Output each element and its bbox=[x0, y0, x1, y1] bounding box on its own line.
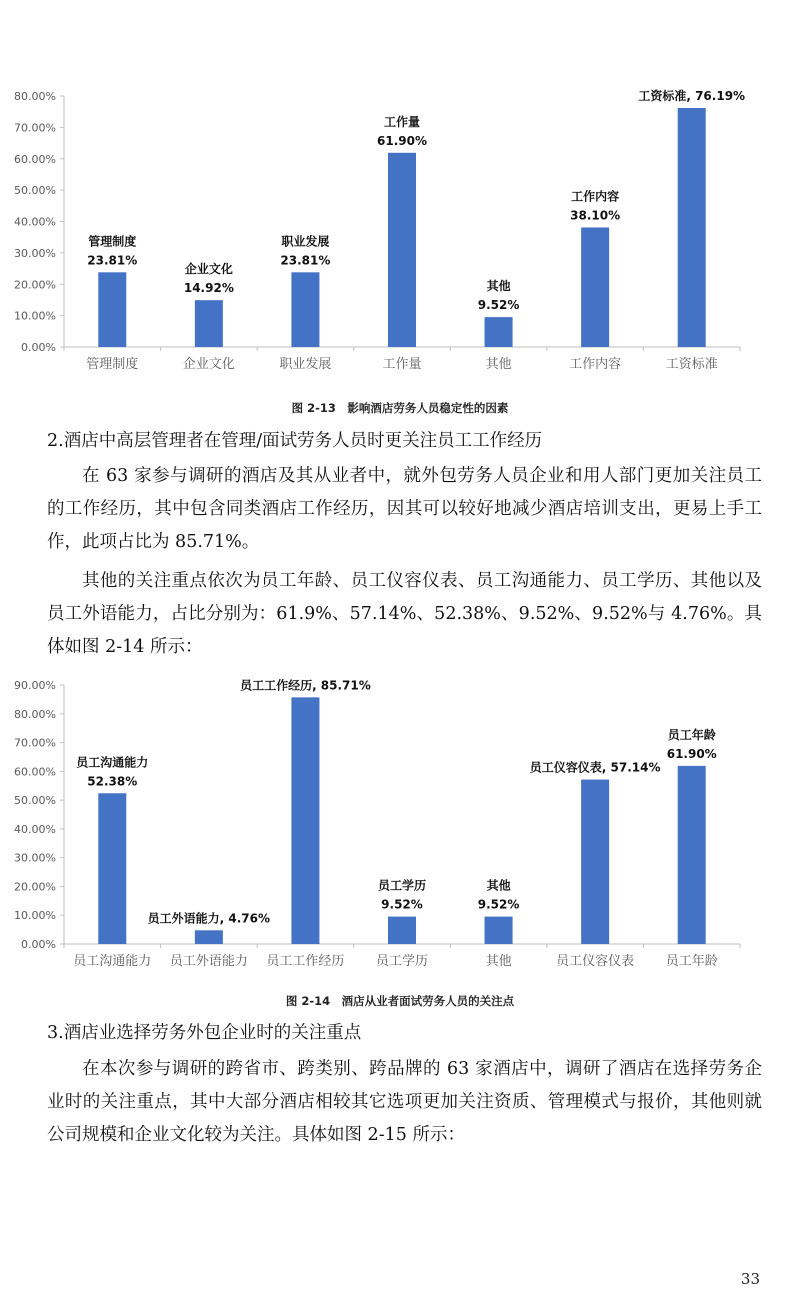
data-label: 52.38% bbox=[87, 774, 138, 789]
category-label: 员工工作经历 bbox=[266, 954, 345, 969]
y-tick-label: 90.00% bbox=[14, 679, 56, 692]
bar-4 bbox=[388, 153, 416, 347]
y-tick-label: 0.00% bbox=[21, 341, 56, 354]
category-label: 工作量 bbox=[382, 357, 422, 372]
data-label: 9.52% bbox=[477, 298, 520, 313]
y-tick-label: 50.00% bbox=[14, 184, 56, 198]
category-label: 职业发展 bbox=[279, 357, 332, 372]
data-label: 工资标准, 76.19% bbox=[638, 88, 746, 103]
y-tick-label: 60.00% bbox=[14, 765, 56, 779]
section-heading-2: 2.酒店中高层管理者在管理/面试劳务人员时更关注员工工作经历 bbox=[47, 431, 543, 451]
y-tick-label: 50.00% bbox=[14, 794, 56, 808]
data-label: 工作量 bbox=[383, 114, 421, 129]
category-label: 员工学历 bbox=[375, 954, 429, 969]
chart-2-caption: 图 2-14 酒店从业者面试劳务人员的关注点 bbox=[285, 994, 515, 1008]
y-tick-label: 70.00% bbox=[14, 736, 56, 750]
data-label: 工作内容 bbox=[571, 189, 620, 204]
category-label: 企业文化 bbox=[182, 357, 235, 372]
data-label: 61.90% bbox=[666, 746, 717, 761]
category-label: 管理制度 bbox=[86, 357, 139, 372]
chart-stability-factors bbox=[0, 0, 800, 390]
y-tick-label: 40.00% bbox=[14, 822, 56, 836]
data-label: 9.52% bbox=[477, 897, 520, 912]
y-tick-label: 70.00% bbox=[14, 121, 56, 135]
y-tick-label: 30.00% bbox=[14, 851, 56, 865]
category-label: 工资标准 bbox=[665, 357, 718, 372]
data-label: 14.92% bbox=[183, 281, 234, 296]
chart-interview-focus bbox=[0, 668, 800, 988]
y-tick-label: 40.00% bbox=[14, 215, 56, 229]
category-label: 员工仪容仪表 bbox=[556, 954, 635, 969]
y-tick-label: 10.00% bbox=[14, 909, 56, 923]
category-label: 员工年龄 bbox=[665, 954, 718, 969]
bar-7 bbox=[678, 108, 706, 347]
bar-5 bbox=[485, 317, 513, 347]
bar-2 bbox=[195, 930, 223, 944]
y-tick-label: 10.00% bbox=[14, 309, 56, 323]
data-label: 23.81% bbox=[280, 253, 331, 268]
bar-1 bbox=[98, 272, 126, 347]
chart-1-caption: 图 2-13 影响酒店劳务人员稳定性的因素 bbox=[291, 401, 509, 415]
category-label: 员工外语能力 bbox=[169, 954, 248, 969]
bar-7 bbox=[678, 766, 706, 944]
data-label: 9.52% bbox=[381, 897, 423, 912]
paragraph-other-focus: 其他的关注重点依次为员工年龄、员工仪容仪表、员工沟通能力、员工学历、其他以及员工外语能力，占比分别为：61.9%、57.14%、52.38%、9.52%、9.52%与 4.76%。具体如图 2-14 所示： bbox=[47, 571, 762, 657]
data-label: 员工学历 bbox=[377, 878, 427, 893]
page-number: 33 bbox=[740, 1270, 760, 1288]
y-tick-label: 30.00% bbox=[14, 246, 56, 260]
chart-1-svg bbox=[0, 0, 800, 390]
data-label: 其他 bbox=[486, 878, 511, 893]
data-label: 员工仪容仪表, 57.14% bbox=[529, 760, 661, 775]
data-label: 企业文化 bbox=[184, 262, 233, 277]
bar-1 bbox=[98, 793, 126, 944]
category-label: 员工沟通能力 bbox=[73, 954, 152, 969]
data-label: 员工外语能力, 4.76% bbox=[147, 911, 271, 926]
data-label: 员工沟通能力 bbox=[76, 755, 149, 770]
data-label: 管理制度 bbox=[88, 234, 137, 249]
y-tick-label: 80.00% bbox=[14, 707, 56, 721]
bar-2 bbox=[195, 300, 223, 347]
y-tick-label: 20.00% bbox=[14, 278, 56, 292]
bar-5 bbox=[485, 917, 513, 944]
data-label: 23.81% bbox=[87, 253, 138, 268]
y-tick-label: 80.00% bbox=[14, 90, 56, 103]
bar-4 bbox=[388, 917, 416, 944]
data-label: 38.10% bbox=[570, 208, 621, 223]
section-heading-3: 3.酒店业选择劳务外包企业时的关注重点 bbox=[47, 1023, 362, 1043]
bar-3 bbox=[291, 272, 319, 347]
category-label: 其他 bbox=[485, 954, 512, 969]
data-label: 员工年龄 bbox=[667, 727, 716, 742]
category-label: 工作内容 bbox=[569, 357, 622, 372]
y-tick-label: 20.00% bbox=[14, 880, 56, 894]
data-label: 员工工作经历, 85.71% bbox=[240, 678, 371, 693]
bar-6 bbox=[581, 780, 609, 944]
paragraph-outsourcing-focus: 在本次参与调研的跨省市、跨类别、跨品牌的 63 家酒店中，调研了酒店在选择劳务企业时的关注重点，其中大部分酒店相较其它选项更加关注资质、管理模式与报价，其他则就公司规模和企业文化较为关注。具体如图 2-15 所示： bbox=[47, 1059, 762, 1145]
bar-3 bbox=[291, 697, 319, 944]
y-tick-label: 60.00% bbox=[14, 152, 56, 166]
paragraph-work-experience: 在 63 家参与调研的酒店及其从业者中，就外包劳务人员企业和用人部门更加关注员工的工作经历，其中包含同类酒店工作经历，因其可以较好地减少酒店培训支出，更易上手工作，此项占比为 85.71%。 bbox=[47, 466, 762, 552]
y-tick-label: 0.00% bbox=[21, 938, 56, 951]
bar-6 bbox=[581, 227, 609, 347]
data-label: 其他 bbox=[486, 279, 511, 294]
category-label: 其他 bbox=[485, 357, 512, 372]
data-label: 61.90% bbox=[377, 133, 427, 148]
chart-2-svg bbox=[0, 668, 800, 988]
data-label: 职业发展 bbox=[281, 234, 330, 249]
